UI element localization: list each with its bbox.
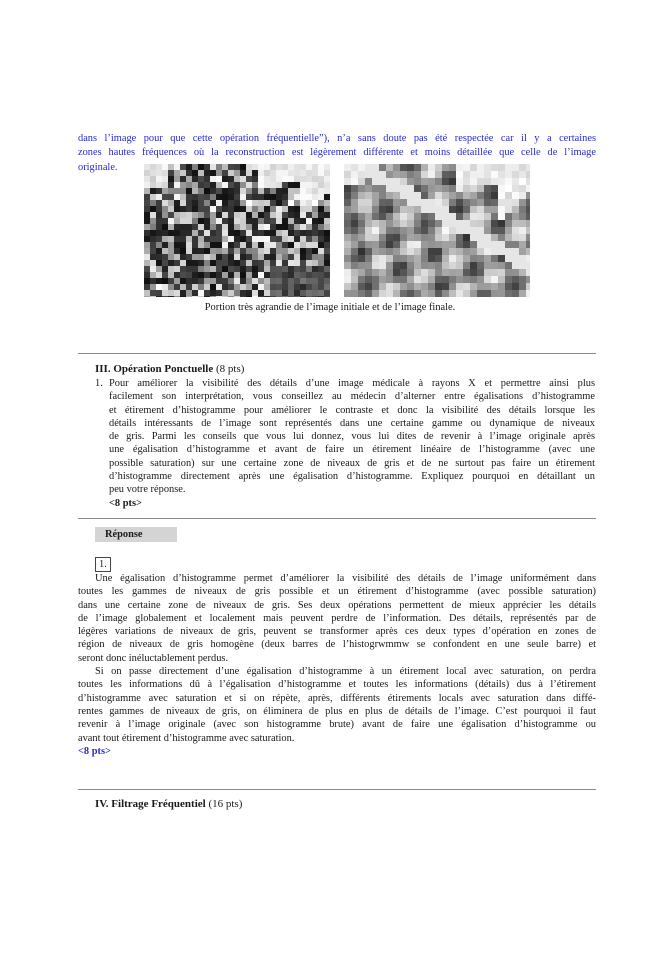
question-body xyxy=(109,377,595,510)
intro-line: dans l’image pour que cette opération fréquentielle”), n’a sans doute pas été respectée car il y a certaines xyxy=(78,133,596,144)
figure-caption: Portion très agrandie de l’image initiale et de l’image finale. xyxy=(204,302,456,313)
answer-line: Si on passe directement d’une égalisation d’histogramme à un étirement local avec saturation, on perdra xyxy=(95,666,596,678)
answer-points: <8 pts> xyxy=(78,745,111,757)
section-title-operation-ponctuelle xyxy=(95,362,244,376)
section-title-filtrage-frequentiel xyxy=(95,797,242,811)
reponse-label: Réponse xyxy=(95,527,177,542)
answer-number-box: 1. xyxy=(95,557,111,572)
figure xyxy=(0,164,660,314)
answer-line: de l’image globalement et localement mais peuvent perdre de l’information. Des détails, représentés par de xyxy=(78,612,596,624)
answer-line: toutes les gammes de niveaux de gris possible et un étirement d’histogramme (avec possible saturation) xyxy=(78,586,596,598)
answer-text xyxy=(78,572,596,758)
answer-line: avant tout étirement d’histogramme avec saturation. xyxy=(78,732,295,744)
question-line: de gris. Parmi les conseils que vous lui donnez, vous lui dites de revenir à l’image originale après xyxy=(109,431,595,443)
question-line: et étirement d’histogramme pour améliorer le contraste et donc la visibilité des détails lorsque les xyxy=(109,404,595,416)
question-1 xyxy=(95,377,595,510)
question-number: 1. xyxy=(95,378,103,389)
section-title-text: III. Opération Ponctuelle xyxy=(95,363,214,375)
answer-divider xyxy=(78,518,596,519)
answer-line: seront donc inéluctablement perdus. xyxy=(78,652,229,664)
answer-line: dans une certaine zone de niveaux de gris. Ses deux opérations permettent de mieux apprécier les détails xyxy=(78,599,596,611)
question-line: Pour améliorer la visibilité des détails d’une image médicale à rayons X et permettre ainsi plus xyxy=(109,378,595,389)
question-line: peu votre réponse. xyxy=(109,484,186,496)
answer-line: toutes les informations dû à l’égalisation d’histogramme et toutes les informations (détails) dus à l’étirement xyxy=(78,679,596,691)
answer-line: région de niveaux de gris homogène (deux barres de l’histogrwmmw se confondent en une seule barre) et xyxy=(78,639,596,651)
section-divider xyxy=(78,789,596,790)
intro-line: originale. xyxy=(78,161,118,173)
initial-image-portion xyxy=(144,164,330,297)
intro-line: zones hautes fréquences où la reconstruction est légèrement différente et moins détaillée que celle de l’image xyxy=(78,147,596,159)
answer-line: légères variations de niveaux de gris, peuvent se transformer après ces deux types d’opération en zones de xyxy=(78,626,596,638)
section-divider xyxy=(78,353,596,354)
question-points: <8 pts> xyxy=(109,497,142,509)
question-line: une égalisation d’histogramme et avant de faire un étirement linéaire de l’histogramme (avec une xyxy=(109,444,595,456)
question-line: détails intéressants de l’image sont représentés dans une certaine gamme ou dynamique de niveaux xyxy=(109,417,595,429)
section-points: (8 pts) xyxy=(216,363,245,375)
section-points: (16 pts) xyxy=(208,798,243,810)
section-title-text: IV. Filtrage Fréquentiel xyxy=(95,798,206,810)
answer-line: d’histogramme avec saturation et si on répète, après, différents étirements locals avec saturation dans diffé- xyxy=(78,692,596,704)
question-line: possible saturation) sur une certaine zone de niveaux de gris et de ne surtout pas faire un étirement xyxy=(109,457,595,469)
question-line: d’histogramme directement après une égalisation d’histogramme. Expliquez pourquoi en détaillant un xyxy=(109,471,595,483)
answer-line: rentes gammes de niveaux de gris, on éliminera de plus en plus de détails de l’image. C’est pourquoi il faut xyxy=(78,705,596,717)
final-image-portion xyxy=(344,164,530,297)
question-line: facilement son interprétation, vous conseillez au médecin d’alterner entre égalisations d’histogramme xyxy=(109,391,595,403)
answer-line: revenir à l’image originale (avec son histogramme brute) avant de faire une égalisation d’histogramme ou xyxy=(78,719,596,731)
answer-line: Une égalisation d’histogramme permet d’améliorer la visibilité des détails de l’image uniformément dans xyxy=(95,573,596,584)
